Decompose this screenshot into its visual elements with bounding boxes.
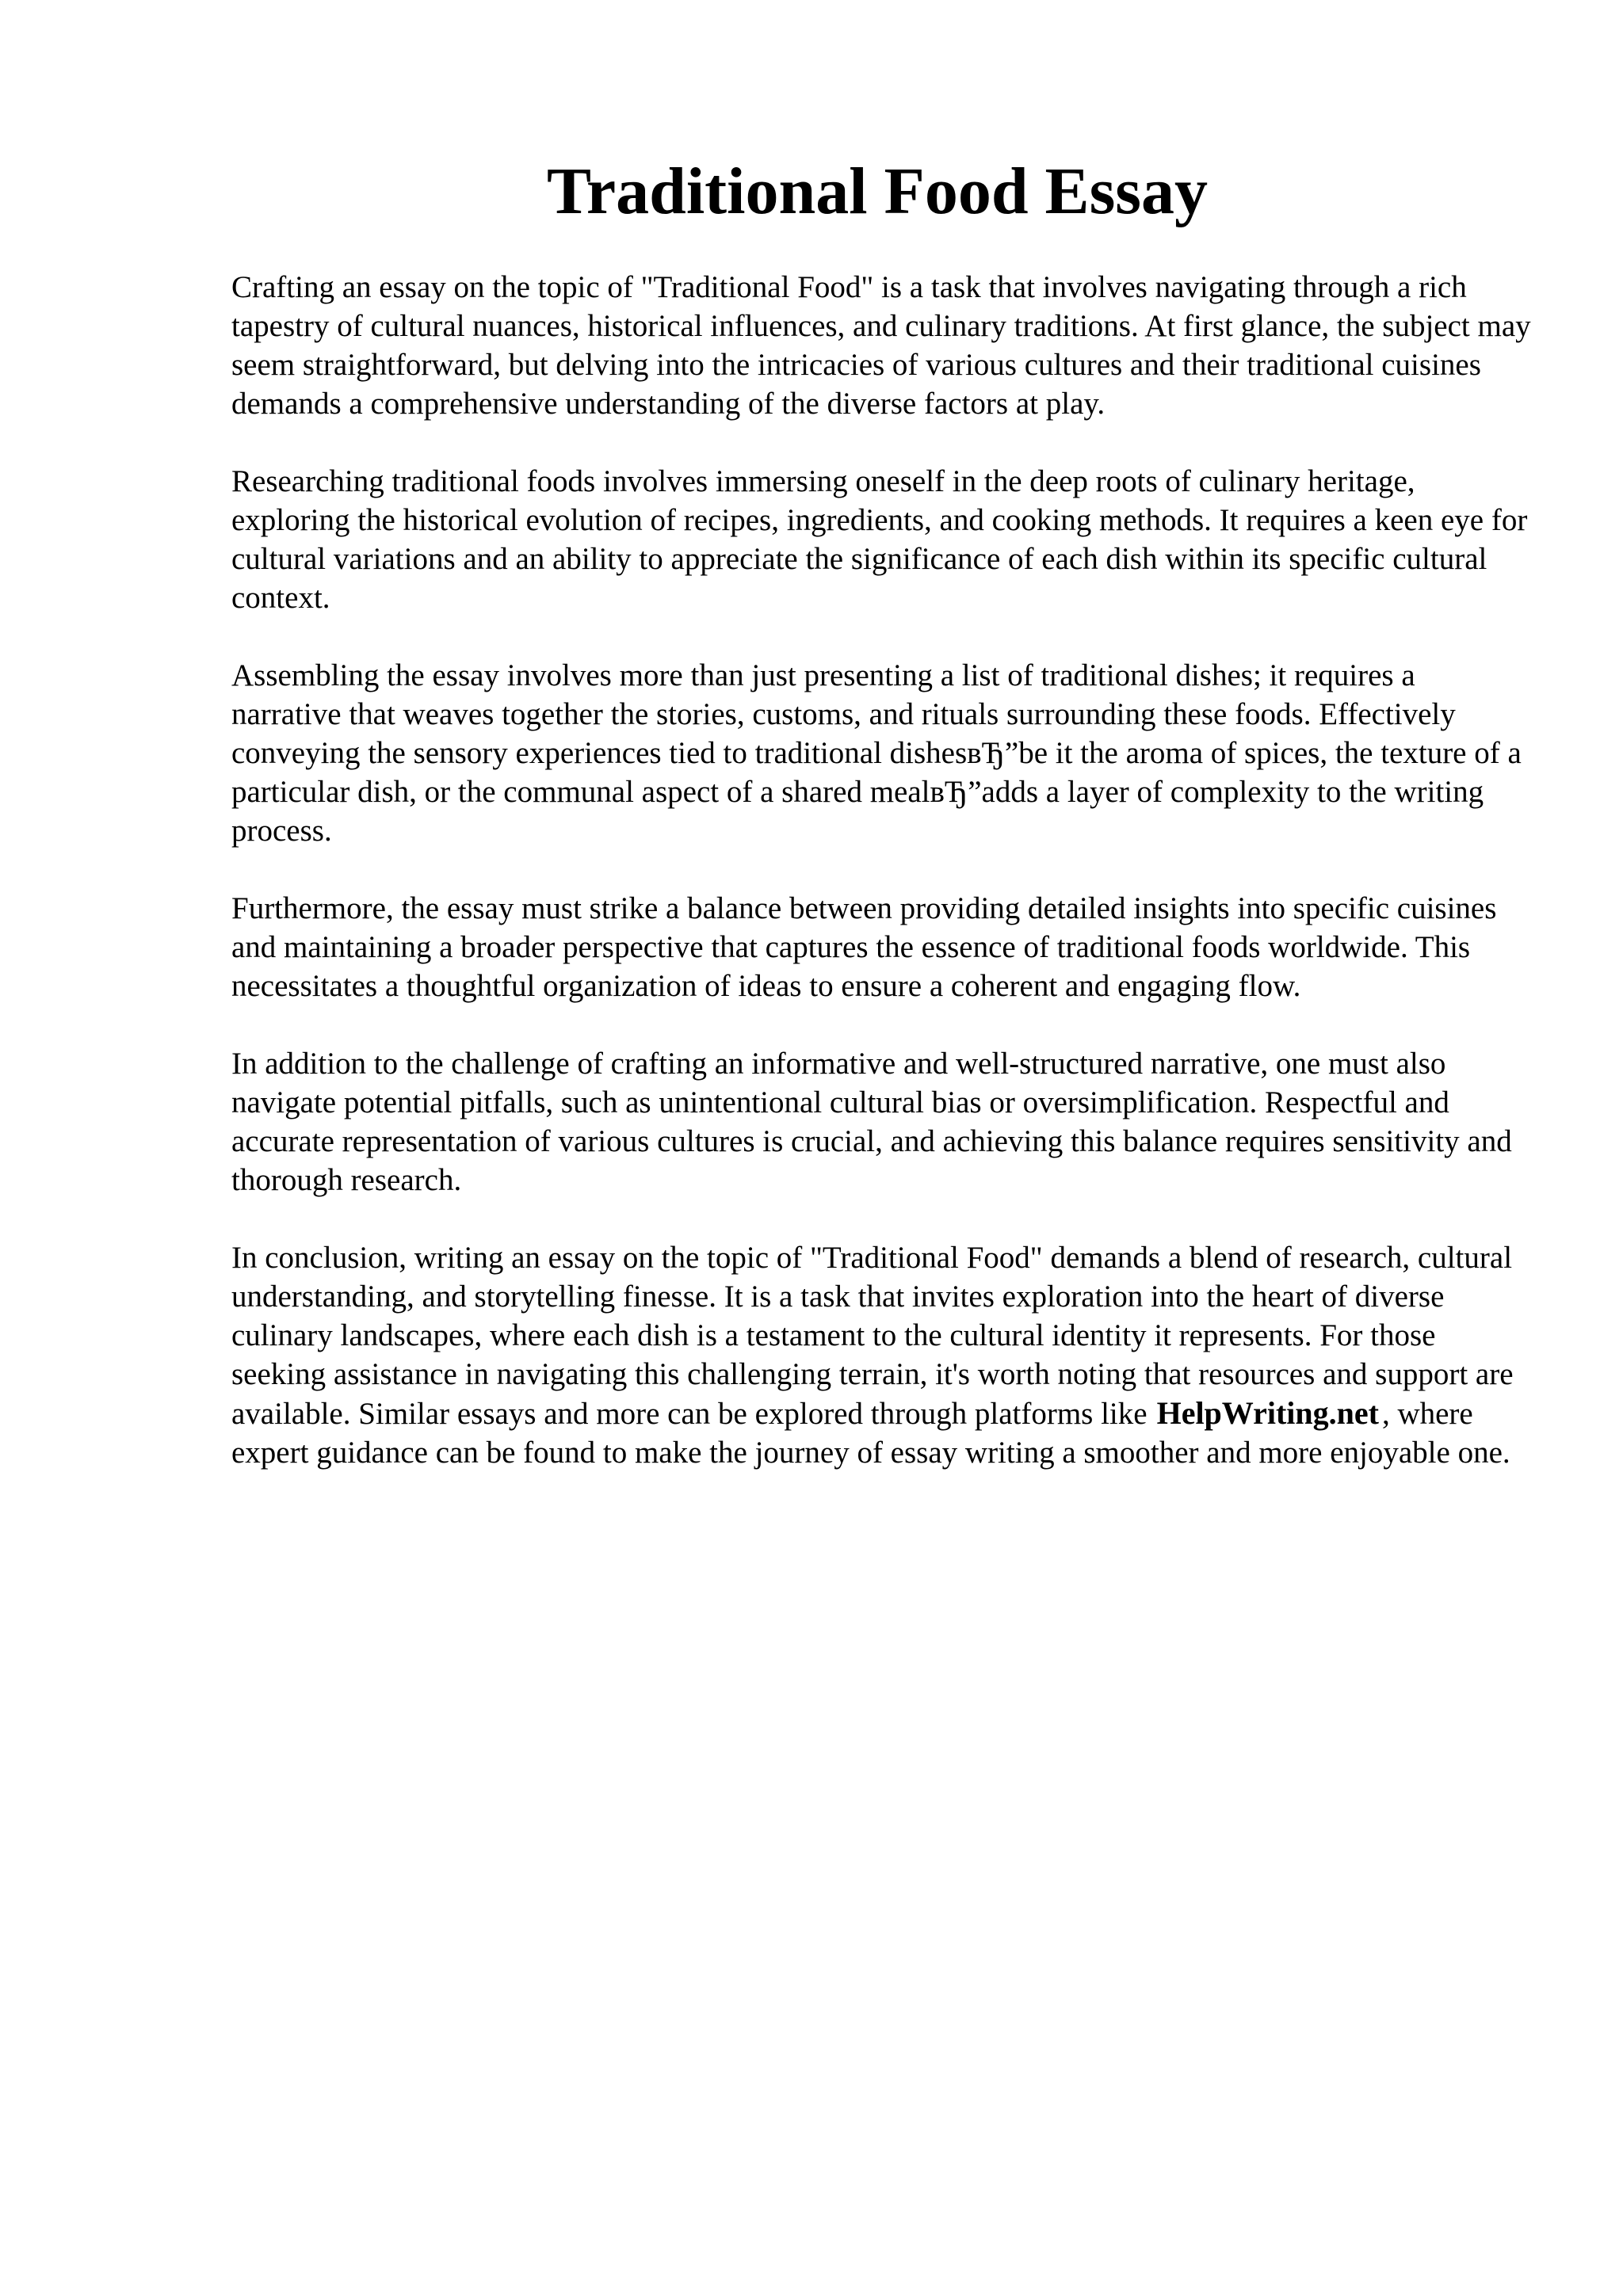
conclusion-text-after: , where expert guidance can be found to make the journey of essay writing a smoother and more enjoyable one. [231, 1397, 1510, 1470]
paragraph-pitfalls: In addition to the challenge of crafting an informative and well-structured narrative, one must also navigate potential pitfalls, such as unintentional cultural bias or oversimplification. Respectful and accurate representation of various cultures is crucial, and achieving this balance requires sensitivity and thorough research. [231, 1047, 1512, 1197]
paragraph-intro: Crafting an essay on the topic of "Traditional Food" is a task that involves navigating through a rich tapestry of cultural nuances, historical influences, and culinary traditions. At first glance, the subject may seem straightforward, but delving into the intricacies of various cultures and their traditional cuisines demands a comprehensive understanding of the diverse factors at play. [231, 270, 1531, 421]
paragraph-conclusion [231, 1238, 1531, 1472]
paragraph-research: Researching traditional foods involves immersing oneself in the deep roots of culinary heritage, exploring the historical evolution of recipes, ingredients, and cooking methods. It requires a keen eye for cultural variations and an ability to appreciate the significance of each dish within its specific cultural context. [231, 464, 1528, 615]
paragraph-assembling: Assembling the essay involves more than just presenting a list of traditional dishes; it requires a narrative that weaves together the stories, customs, and rituals surrounding these foods. Effectively conveying the sensory experiences tied to traditional dishesвЂ”be it the aroma of spices, the texture of a particular dish, or the communal aspect of a shared mealвЂ”adds a layer of complexity to the writing process. [231, 658, 1522, 848]
helpwriting-link[interactable]: HelpWriting.net [1156, 1395, 1379, 1431]
page-title: Traditional Food Essay [547, 154, 1208, 228]
essay-body [231, 268, 1531, 1511]
conclusion-text-before: In conclusion, writing an essay on the topic of "Traditional Food" demands a blend of research, cultural understanding, and storytelling finesse. It is a task that invites exploration into the heart of diverse culinary landscapes, where each dish is a testament to the cultural identity it represents. For those seeking assistance in navigating this challenging terrain, it's worth noting that resources and support are available. Similar essays and more can be explored through platforms like [231, 1241, 1514, 1431]
paragraph-balance: Furthermore, the essay must strike a balance between providing detailed insights into specific cuisines and maintaining a broader perspective that captures the essence of traditional foods worldwide. This necessitates a thoughtful organization of ideas to ensure a coherent and engaging flow. [231, 891, 1497, 1003]
